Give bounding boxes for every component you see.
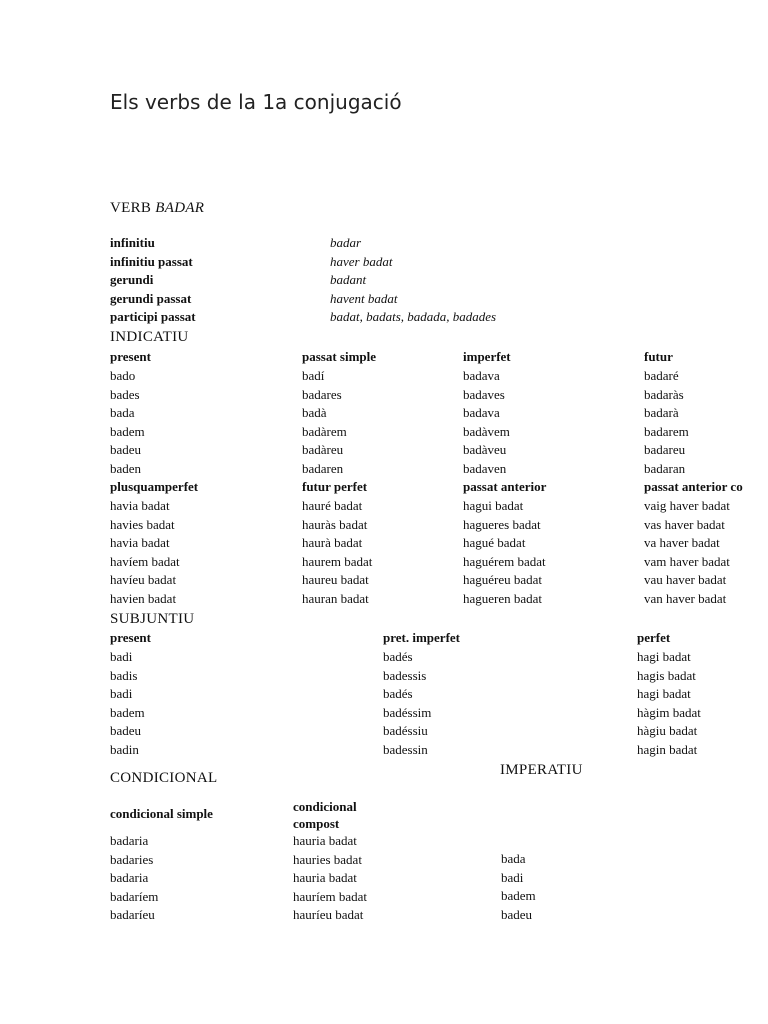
table-cell: badàvem — [463, 423, 510, 439]
table-cell: badaves — [463, 386, 505, 402]
table-cell: hagis badat — [637, 667, 696, 683]
table-cell: badaries — [110, 851, 154, 867]
column-header: futur — [644, 349, 673, 364]
table-cell: badin — [110, 742, 139, 757]
table-cell: havien badat — [110, 591, 177, 606]
table-cell: badí — [302, 368, 325, 383]
form-value: havent badat — [330, 290, 398, 306]
table-cell: havíem badat — [110, 553, 180, 569]
table-cell: hauran badat — [302, 591, 369, 606]
table-cell: hauries badat — [293, 851, 362, 867]
table-cell: hagué badat — [463, 535, 526, 551]
table-cell: badés — [383, 649, 413, 664]
table-cell: havies badat — [110, 516, 175, 532]
table-cell: badares — [302, 386, 342, 402]
form-label: gerundi passat — [110, 290, 192, 306]
indicatiu-heading: INDICATIU — [110, 329, 189, 345]
table-cell: bada — [110, 405, 135, 421]
table-cell: badés — [383, 686, 413, 702]
column-header: passat simple — [302, 349, 377, 364]
table-cell: badaven — [463, 461, 507, 476]
table-cell: badis — [110, 667, 138, 683]
table-cell: badaríem — [110, 888, 159, 904]
table-cell: badessin — [383, 742, 428, 757]
column-header: present — [110, 630, 151, 645]
column-header: passat anterior co — [644, 479, 743, 494]
table-cell: badaràs — [644, 386, 684, 402]
list-item: badem — [501, 888, 536, 904]
table-cell: badàveu — [463, 442, 507, 458]
table-cell: badaran — [644, 461, 686, 476]
table-cell: badem — [110, 704, 145, 720]
column-header: passat anterior — [463, 479, 547, 494]
table-cell: badà — [302, 405, 327, 421]
list-item: badeu — [501, 906, 533, 922]
table-cell: badaria — [110, 870, 149, 886]
table-cell: hagi badat — [637, 686, 691, 702]
imperatiu-heading: IMPERATIU — [500, 762, 583, 778]
table-cell: hagui badat — [463, 498, 524, 513]
table-cell: hauria badat — [293, 870, 357, 886]
column-header: pret. imperfet — [383, 630, 461, 645]
table-cell: badarà — [644, 405, 679, 421]
page-title: Els verbs de la 1a conjugació — [110, 90, 402, 114]
table-cell: haguérem badat — [463, 553, 546, 569]
table-cell: haurem badat — [302, 553, 373, 569]
list-item: badi — [501, 869, 524, 885]
form-label: infinitiu — [110, 235, 155, 250]
table-cell: va haver badat — [644, 535, 720, 551]
table-cell: badi — [110, 686, 133, 702]
verb-name: BADAR — [155, 200, 205, 216]
table-cell: havíeu badat — [110, 572, 177, 588]
table-cell: badaré — [644, 368, 679, 383]
table-cell: hauria badat — [293, 833, 357, 848]
form-label: gerundi — [110, 272, 154, 288]
table-cell: badaria — [110, 833, 149, 848]
column-header: plusquamperfet — [110, 479, 199, 494]
table-cell: badareu — [644, 442, 686, 458]
table-cell: haurà badat — [302, 535, 363, 551]
table-cell: hagueres badat — [463, 516, 541, 532]
table-cell: badeu — [110, 723, 142, 739]
table-cell: vau haver badat — [644, 572, 727, 588]
table-cell: badéssim — [383, 704, 432, 720]
table-cell: hauràs badat — [302, 516, 368, 532]
table-cell: haguéreu badat — [463, 572, 543, 588]
table-cell: hauríem badat — [293, 888, 367, 904]
table-cell: bades — [110, 386, 140, 402]
table-cell: badéssiu — [383, 723, 428, 739]
column-header: imperfet — [463, 349, 511, 364]
form-value: badat, badats, badada, badades — [330, 309, 497, 325]
table-cell: badava — [463, 368, 500, 383]
table-cell: badem — [110, 423, 145, 439]
column-header: condicional compost — [293, 799, 357, 831]
form-label: infinitiu passat — [110, 253, 193, 269]
form-value: haver badat — [330, 253, 393, 269]
column-header: futur perfet — [302, 479, 368, 494]
table-cell: bado — [110, 368, 136, 383]
table-cell: hàgim badat — [637, 704, 701, 720]
form-value: badar — [330, 235, 362, 250]
table-cell: hauré badat — [302, 498, 363, 513]
table-cell: hagueren badat — [463, 591, 543, 606]
table-cell: hagin badat — [637, 742, 698, 757]
list-item: bada — [501, 851, 526, 866]
table-cell: badaren — [302, 461, 344, 476]
verb-prefix: VERB — [110, 200, 152, 216]
subjuntiu-heading: SUBJUNTIU — [110, 611, 195, 627]
form-value: badant — [330, 272, 367, 288]
column-header: perfet — [637, 630, 671, 645]
table-cell: havia badat — [110, 498, 170, 513]
table-cell: haureu badat — [302, 572, 369, 588]
table-cell: van haver badat — [644, 591, 727, 606]
table-cell: badeu — [110, 442, 142, 458]
column-header: condicional simple — [110, 806, 213, 821]
table-cell: hagi badat — [637, 649, 691, 664]
table-cell: badava — [463, 405, 500, 421]
table-cell: vaig haver badat — [644, 498, 730, 513]
condicional-heading: CONDICIONAL — [110, 770, 218, 786]
table-cell: hàgiu badat — [637, 723, 698, 739]
table-cell: vas haver badat — [644, 516, 725, 532]
table-cell: badàrem — [302, 423, 347, 439]
verb-heading — [110, 200, 204, 217]
table-cell: badessis — [383, 667, 427, 683]
form-label: participi passat — [110, 309, 196, 325]
table-cell: baden — [110, 461, 142, 476]
column-header: present — [110, 349, 151, 364]
table-cell: havia badat — [110, 535, 170, 551]
table-cell: vam haver badat — [644, 553, 730, 569]
table-cell: hauríeu badat — [293, 907, 364, 923]
table-cell: badi — [110, 649, 133, 664]
table-cell: badaríeu — [110, 907, 155, 923]
table-cell: badàreu — [302, 442, 344, 458]
table-cell: badarem — [644, 423, 689, 439]
